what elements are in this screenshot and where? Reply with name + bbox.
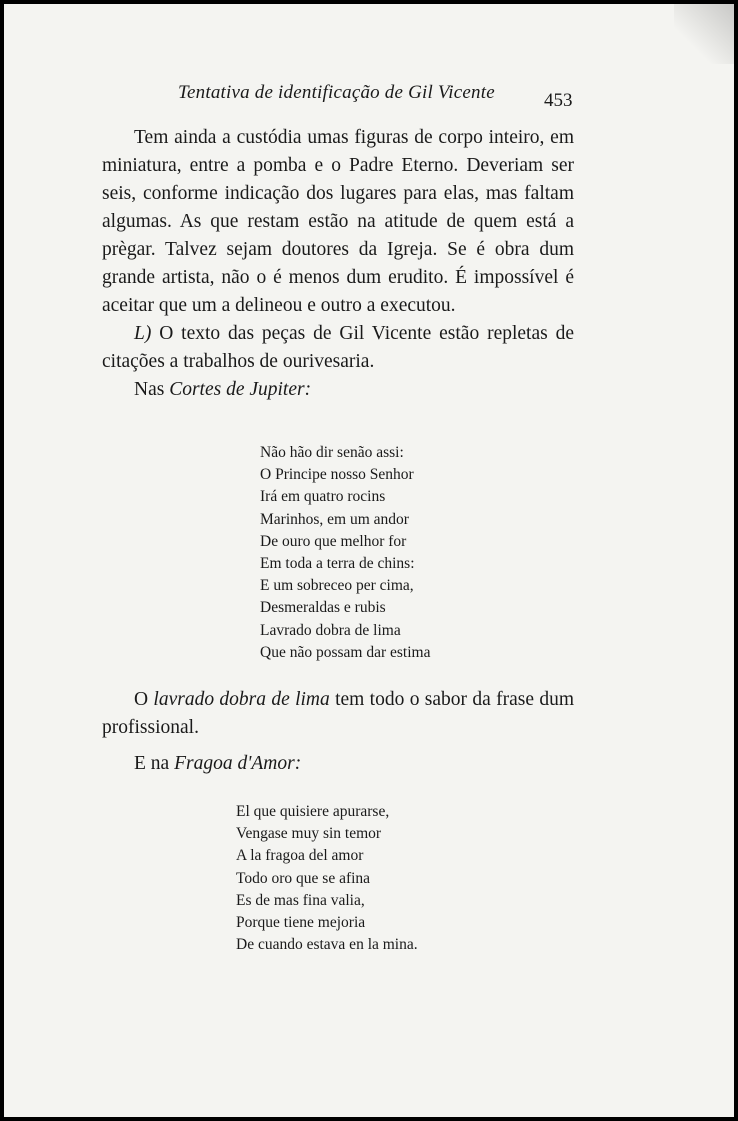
verse-line: Marinhos, em um andor: [260, 510, 409, 528]
main-text: [102, 124, 574, 404]
verse-line: Que não possam dar estima: [260, 643, 431, 661]
verse-line: Es de mas fina valia,: [236, 891, 365, 909]
verse-line: Todo oro que se afina: [236, 869, 371, 887]
verse-line: El que quisiere apurarse,: [236, 803, 390, 820]
o-prefix: O: [134, 689, 154, 710]
book-page: [4, 4, 734, 1117]
verse-line: E um sobreceo per cima,: [260, 577, 414, 595]
page-number: 453: [544, 90, 573, 111]
verse-line: Vengase muy sin temor: [236, 825, 382, 843]
colon: :: [304, 379, 312, 400]
paragraph-fragoa: [102, 750, 574, 778]
verse-line: De cuando estava en la mina.: [236, 936, 418, 954]
work-title-fragoa: Fragoa d'Amor: [174, 753, 295, 774]
verse-line: Irá em quatro rocins: [260, 488, 386, 506]
lavrado-suffix: tem todo o sabor da frase dum profissional.: [102, 689, 574, 738]
verse-line: Lavrado dobra de lima: [260, 621, 401, 639]
verse-cortes-de-jupiter: [260, 442, 430, 664]
paragraph-lavrado: [102, 686, 574, 742]
colon: :: [294, 753, 302, 774]
work-title-cortes: Cortes de Jupiter: [169, 379, 305, 400]
nas-prefix: Nas: [134, 379, 170, 400]
verse-line: De ouro que melhor for: [260, 532, 407, 550]
quoted-phrase: lavrado dobra de lima: [153, 689, 330, 710]
paragraph-nas-cortes: [102, 376, 574, 404]
verse-line: Em toda a terra de chins:: [260, 555, 415, 573]
verse-line: Desmeraldas e rubis: [260, 599, 386, 617]
verse-fragoa-damor: [236, 801, 418, 956]
section-marker: L): [134, 323, 152, 344]
paragraph-custodia: Tem ainda a custódia umas figuras de corpo inteiro, em miniatura, entre a pomba e o Padre Eterno. Deveriam ser seis, conforme indicação dos lugares para elas, mas faltam algumas. As que restam estão na atitude de quem está a prègar. Talvez sejam doutores da Igreja. Se é obra dum grande artista, não o é menos dum erudito. É impossível é aceitar que um a delineou e outro a executou.: [102, 127, 574, 316]
paragraph-fragoa-text: [102, 750, 574, 778]
verse-line: Não hão dir senão assi:: [260, 444, 404, 461]
paragraph-texto-pecas: [102, 320, 574, 376]
page-corner-shadow: [674, 4, 734, 64]
paragraph-texto-pecas-text: O texto das peças de Gil Vicente estão repletas de citações a trabalhos de ourivesaria.: [102, 323, 574, 372]
verse-line: Porque tiene mejoria: [236, 914, 366, 932]
e-na-prefix: E na: [134, 753, 175, 774]
running-title: Tentativa de identificação de Gil Vicente: [178, 82, 495, 103]
verse-line: A la fragoa del amor: [236, 847, 364, 865]
verse-line: O Principe nosso Senhor: [260, 466, 414, 484]
paragraph-lavrado-text: [102, 686, 574, 742]
